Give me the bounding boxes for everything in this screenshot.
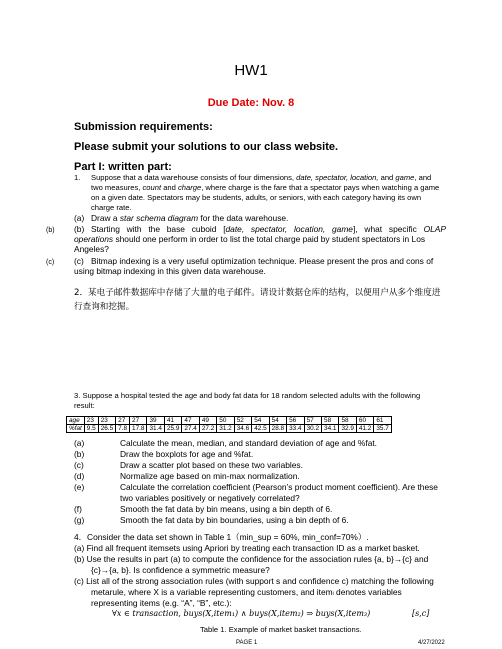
list-item-text: Draw the boxplots for age and %fat. xyxy=(120,449,254,459)
age-cell: 23 xyxy=(98,417,115,425)
list-item xyxy=(74,504,454,515)
q2-line1: 2．某电子邮件数据库中存储了大量的电子邮件。请设计数据仓库的结构，以便用户从多个维度进 xyxy=(74,288,441,298)
age-cell: 58 xyxy=(339,417,356,425)
list-item-label: (b) xyxy=(74,449,85,459)
q4-b-line1: (b) Use the results in part (a) to compute the confidence for the association rules {a, b}→{c} and xyxy=(74,554,429,564)
q4-a: (a) Find all frequent itemsets using Apriori by treating each transaction ID as a market basket. xyxy=(74,543,420,553)
q1a-text: Draw a star schema diagram for the data warehouse. xyxy=(91,213,289,223)
list-item-text: two variables positively or negatively correlated? xyxy=(120,493,300,503)
q4-c-line3: representing items (e.g. “A”, “B”, etc.): xyxy=(91,598,232,608)
age-cell: 61 xyxy=(374,417,391,425)
list-item xyxy=(74,471,454,482)
page-number: PAGE 1 xyxy=(236,640,258,646)
fat-cell: 30.2 xyxy=(304,425,321,433)
table-caption: Table 1. Example of market basket transactions. xyxy=(200,625,362,634)
age-cell: 54 xyxy=(269,417,286,425)
age-cell: 54 xyxy=(252,417,269,425)
metarule-formula: ∀x ∈ transaction, buys(X,item₁) ∧ buys(X,item₂) ⇒ buys(X,item₃) xyxy=(112,609,371,618)
due-date: Due Date: Nov. 8 xyxy=(207,97,295,109)
list-item xyxy=(74,460,454,471)
fat-cell: 42.5 xyxy=(252,425,269,433)
fat-cell: 9.5 xyxy=(84,425,98,433)
list-item-label: (a) xyxy=(74,438,85,448)
q1b-line1: Starting with the base cuboid [date, spectator, location, game], what specific OLAP xyxy=(91,224,446,234)
q1c-line1: Bitmap indexing is a very useful optimization technique. Please present the pros and cons of xyxy=(91,256,434,266)
fat-cell: 7.8 xyxy=(116,425,130,433)
q3-line2: result: xyxy=(74,401,95,410)
list-item-text: Draw a scatter plot based on these two variables. xyxy=(120,460,303,470)
page-title: HW1 xyxy=(234,62,268,79)
table-row xyxy=(67,417,392,425)
age-cell: 39 xyxy=(147,417,164,425)
q4-line1: 4．Consider the data set shown in Table 1（min_sup = 60%, min_conf=70%）. xyxy=(74,532,369,542)
fat-cell: 25.9 xyxy=(164,425,181,433)
age-cell: 49 xyxy=(199,417,216,425)
list-item-label: (d) xyxy=(74,471,85,481)
list-item-label: (c) xyxy=(74,460,84,470)
q1a-label: (a) xyxy=(74,213,85,223)
list-item-text: Calculate the mean, median, and standard deviation of age and %fat. xyxy=(120,438,378,448)
age-cell: 57 xyxy=(304,417,321,425)
age-cell: 50 xyxy=(217,417,234,425)
q1-line2: two measures, count and charge, where charge is the fare that a spectator pays when watching a game xyxy=(91,183,440,192)
q1b-line3: Angeles? xyxy=(74,244,109,254)
fat-cell: 34.1 xyxy=(322,425,339,433)
fat-cell: 41.2 xyxy=(356,425,373,433)
age-cell: 27 xyxy=(116,417,130,425)
q1b-margin-label: (b) xyxy=(46,227,55,234)
age-header: age xyxy=(67,417,85,425)
q1-number: 1. xyxy=(74,173,81,182)
fat-cell: 27.4 xyxy=(182,425,199,433)
fat-cell: 28.8 xyxy=(269,425,286,433)
q3-line1: 3. Suppose a hospital tested the age and body fat data for 18 random selected adults with the following xyxy=(74,391,421,400)
fat-cell: 35.7 xyxy=(374,425,391,433)
age-cell: 58 xyxy=(322,417,339,425)
age-cell: 23 xyxy=(84,417,98,425)
q2-line2: 行查询和挖掘。 xyxy=(74,302,135,312)
q3-item-list xyxy=(74,438,454,526)
age-cell: 41 xyxy=(164,417,181,425)
q4-c-line2: metarule, where X is a variable representing customers, and itemi denotes variables xyxy=(91,587,402,597)
age-fat-table xyxy=(66,416,392,433)
fat-cell: 31.4 xyxy=(147,425,164,433)
list-item-label xyxy=(74,493,120,504)
list-item xyxy=(74,449,454,460)
list-item xyxy=(74,438,454,449)
age-cell: 56 xyxy=(287,417,304,425)
q4-c-line1: (c) List all of the strong association rules (with support s and confidence c) matching the following xyxy=(74,576,434,586)
q1-line3: on a given date. Spectators may be students, adults, or seniors, with each category having its own xyxy=(91,193,422,202)
fat-header: %fat xyxy=(67,425,85,433)
list-item-label: (e) xyxy=(74,482,85,492)
fat-cell: 31.2 xyxy=(217,425,234,433)
age-cell: 27 xyxy=(130,417,147,425)
list-item-label: (g) xyxy=(74,515,85,525)
q1b-label: (b) xyxy=(74,224,85,234)
fat-cell: 32.9 xyxy=(339,425,356,433)
part1-heading: Part I: written part: xyxy=(74,161,172,173)
fat-cell: 33.4 xyxy=(287,425,304,433)
fat-cell: 26.5 xyxy=(98,425,115,433)
q1b-line2: operations should one perform in order to list the total charge paid by student spectators in Los xyxy=(74,234,426,244)
q1-line1: Suppose that a data warehouse consists of four dimensions, date, spectator, location, and game, and xyxy=(91,173,432,182)
submission-heading: Submission requirements: xyxy=(74,121,213,133)
list-item-label: (f) xyxy=(74,504,82,514)
age-cell: 60 xyxy=(356,417,373,425)
list-item xyxy=(74,493,454,504)
fat-cell: 17.8 xyxy=(130,425,147,433)
list-item-text: Smooth the fat data by bin boundaries, using a bin depth of 6. xyxy=(120,515,349,525)
fat-cell: 27.2 xyxy=(199,425,216,433)
table-row xyxy=(67,425,392,433)
q1c-line2: using bitmap indexing in this given data warehouse. xyxy=(74,266,266,276)
age-cell: 47 xyxy=(182,417,199,425)
age-cell: 52 xyxy=(234,417,251,425)
list-item-text: Smooth the fat data by bin means, using a bin depth of 6. xyxy=(120,504,333,514)
submission-text: Please submit your solutions to our class website. xyxy=(74,141,339,153)
q4-b-line2: {c}→{a, b}. Is confidence a symmetric measure? xyxy=(91,565,270,575)
list-item xyxy=(74,515,454,526)
q1-line4: charge rate. xyxy=(91,203,132,212)
q1c-margin-label: (c) xyxy=(46,259,55,266)
metarule-support-confidence: [s,c] xyxy=(412,609,430,618)
list-item xyxy=(74,482,454,493)
q1c-label: (c) xyxy=(74,256,84,266)
fat-cell: 34.6 xyxy=(234,425,251,433)
list-item-text: Calculate the correlation coefficient (Pearson’s product moment coefficient). Are these xyxy=(120,482,438,492)
list-item-text: Normalize age based on min-max normalization. xyxy=(120,471,300,481)
footer-date: 4/27/2022 xyxy=(418,640,445,646)
